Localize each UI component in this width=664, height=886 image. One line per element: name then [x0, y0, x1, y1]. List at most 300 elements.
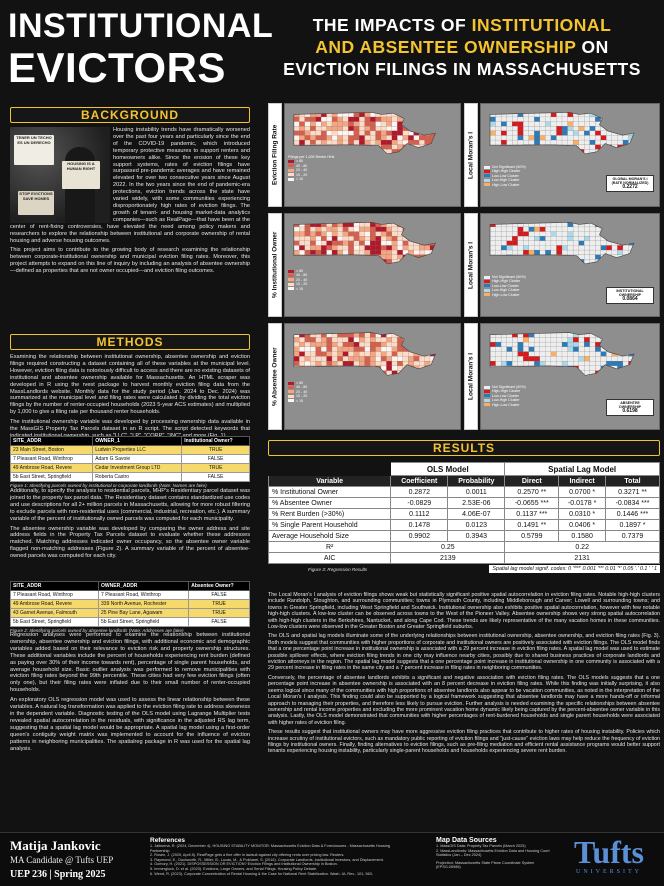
municipality — [496, 122, 502, 127]
tufts-logo — [558, 835, 660, 875]
municipality — [628, 259, 634, 264]
municipality — [381, 361, 387, 366]
municipality — [612, 236, 618, 241]
municipality — [425, 259, 431, 264]
table-row: 5b East Street, Springfield 5b East Street, Springfield FALSE — [11, 618, 250, 627]
legend-title: Filings per 1,000 Renter HHs — [288, 155, 335, 159]
municipality — [584, 241, 590, 246]
municipality — [327, 356, 333, 361]
table-row: % Institutional Owner 0.2872 0.0011 0.2570 ** 0.0700 * 0.3271 ** — [269, 487, 660, 498]
municipality — [430, 145, 436, 150]
municipality — [579, 352, 585, 357]
municipality — [590, 227, 596, 232]
municipality — [529, 342, 535, 347]
municipality — [573, 361, 579, 366]
municipality — [551, 236, 557, 241]
municipality — [529, 347, 535, 352]
municipality — [601, 352, 607, 357]
municipality — [294, 236, 300, 241]
municipality — [529, 122, 535, 127]
municipality — [359, 222, 365, 227]
municipality — [523, 232, 529, 237]
municipality — [496, 126, 502, 131]
municipality — [562, 140, 568, 145]
municipality — [512, 149, 518, 154]
municipality — [612, 347, 618, 352]
municipality — [562, 259, 568, 264]
municipality — [343, 135, 349, 140]
municipality — [305, 222, 311, 227]
municipality — [590, 241, 596, 246]
municipality — [540, 356, 546, 361]
municipality — [321, 149, 327, 154]
municipality — [540, 140, 546, 145]
municipality — [496, 227, 502, 232]
municipality — [534, 347, 540, 352]
signif-codes: Spatial lag model signif. codes: 0 '***' 0.001 '**' 0.01 '*' 0.05 '.' 0.1 ' ' 1 — [489, 565, 660, 573]
municipality — [590, 140, 596, 145]
municipality — [386, 227, 392, 232]
municipality — [419, 259, 425, 264]
municipality — [518, 227, 524, 232]
municipality — [359, 245, 365, 250]
municipality — [403, 259, 409, 264]
municipality — [512, 131, 518, 136]
municipality — [617, 259, 623, 264]
municipality — [294, 259, 300, 264]
author-name: Matija Jankovic — [10, 838, 101, 853]
municipality — [337, 117, 343, 122]
municipality — [612, 356, 618, 361]
municipality — [601, 232, 607, 237]
municipality — [370, 347, 376, 352]
municipality — [332, 366, 338, 371]
municipality — [518, 135, 524, 140]
municipality — [327, 352, 333, 357]
municipality — [501, 241, 507, 246]
municipality — [348, 352, 354, 357]
municipality — [305, 347, 311, 352]
municipality — [348, 259, 354, 264]
municipality — [501, 337, 507, 342]
map-label-institutional: % Institutional Owner — [268, 213, 282, 317]
municipality — [579, 222, 585, 227]
municipality — [573, 337, 579, 342]
municipality — [408, 259, 414, 264]
municipality — [354, 371, 360, 376]
municipality — [529, 255, 535, 260]
municipality — [354, 241, 360, 246]
municipality — [321, 356, 327, 361]
municipality — [540, 259, 546, 264]
municipality — [381, 232, 387, 237]
municipality — [612, 342, 618, 347]
table-row: 49 Ambrose Road, Revere Cedar Investment Group LTD TRUE — [11, 464, 250, 473]
municipality — [617, 342, 623, 347]
municipality — [518, 259, 524, 264]
municipality — [601, 342, 607, 347]
municipality — [545, 131, 551, 136]
figure-1 — [10, 436, 250, 488]
municipality — [562, 135, 568, 140]
municipality — [354, 126, 360, 131]
municipality — [354, 122, 360, 127]
municipality — [556, 126, 562, 131]
municipality — [590, 126, 596, 131]
municipality — [381, 241, 387, 246]
municipality — [617, 236, 623, 241]
municipality — [617, 112, 623, 117]
municipality — [562, 236, 568, 241]
municipality — [590, 131, 596, 136]
municipality — [534, 122, 540, 127]
municipality — [507, 371, 513, 376]
municipality — [579, 371, 585, 376]
municipality — [584, 366, 590, 371]
municipality — [612, 117, 618, 122]
municipality — [294, 356, 300, 361]
municipality — [321, 245, 327, 250]
municipality — [540, 255, 546, 260]
municipality — [305, 126, 311, 131]
municipality — [359, 337, 365, 342]
municipality — [430, 149, 436, 154]
municipality — [534, 245, 540, 250]
municipality — [365, 236, 371, 241]
municipality — [545, 245, 551, 250]
municipality — [590, 149, 596, 154]
municipality — [601, 371, 607, 376]
municipality — [568, 347, 574, 352]
municipality — [518, 140, 524, 145]
municipality — [376, 250, 382, 255]
municipality — [321, 117, 327, 122]
municipality — [551, 227, 557, 232]
municipality — [545, 241, 551, 246]
municipality — [397, 352, 403, 357]
municipality — [365, 112, 371, 117]
municipality — [562, 149, 568, 154]
municipality — [573, 356, 579, 361]
table-row: % Absentee Owner -0.0829 2.53E-06 -0.0655 *** -0.0178 * -0.0834 *** — [269, 498, 660, 509]
municipality — [348, 135, 354, 140]
municipality — [343, 250, 349, 255]
municipality — [430, 366, 436, 371]
municipality — [376, 131, 382, 136]
municipality — [496, 371, 502, 376]
results-paragraph-3: Conversely, the percentage of absentee landlords exhibits a significant and negative association with eviction filing rates. The OLS models suggests that a one percentage point increase in absentee ownership is associated with an 8 percent decrease in eviction filing rates. While this finding was initially surprising, it also seems logical since many of the communities with high proportions of absentee landlords also appear to be vacation communities, as noted in the interpretation of the Local Moran's I analysis. This finding could also be supported by a logical framework suggesting that absentee landlords may have a more hands-off or informal approach to managing their properties, and therefore less likely to pursue eviction. Further analysis is needed examining the specific relationships between absentee ownership and rental income properties and excluding the more prominent vacation home dynamic likely being captured by the percent-absentee owner variable in this analysis. Lastly, the OLS model demonstrated that communities with higher percentages of rent-burdened households and single parent households were associated with higher rates of eviction filing. — [268, 674, 660, 726]
municipality — [354, 361, 360, 366]
municipality — [496, 232, 502, 237]
municipality — [305, 131, 311, 136]
municipality — [628, 149, 634, 154]
municipality — [386, 117, 392, 122]
municipality — [381, 140, 387, 145]
municipality — [623, 236, 629, 241]
municipality — [381, 236, 387, 241]
municipality — [540, 145, 546, 150]
massachusetts-map — [285, 214, 461, 317]
municipality — [595, 361, 601, 366]
municipality — [606, 337, 612, 342]
municipality — [579, 126, 585, 131]
municipality — [294, 342, 300, 347]
municipality — [512, 259, 518, 264]
municipality — [623, 259, 629, 264]
municipality — [617, 232, 623, 237]
municipality — [501, 112, 507, 117]
municipality — [348, 227, 354, 232]
municipality — [381, 222, 387, 227]
municipality — [590, 259, 596, 264]
municipality — [392, 241, 398, 246]
municipality — [562, 352, 568, 357]
municipality — [305, 356, 311, 361]
municipality — [376, 245, 382, 250]
municipality — [425, 347, 431, 352]
municipality — [617, 245, 623, 250]
municipality — [299, 236, 305, 241]
municipality — [376, 337, 382, 342]
municipality — [556, 259, 562, 264]
municipality — [545, 259, 551, 264]
municipality — [397, 241, 403, 246]
choropleth-legend: Filings per 1,000 Renter HHs > 80 40 - 80 20 - 40 10 - 20 < 10 — [288, 155, 335, 182]
municipality — [590, 347, 596, 352]
municipality — [601, 236, 607, 241]
municipality — [343, 337, 349, 342]
municipality — [540, 352, 546, 357]
figure-2-caption: Figure 2: Identifying parcels owned by absentee landlords (Note: Addresses are fake) — [10, 628, 184, 633]
logo-sub: UNIVERSITY — [576, 869, 642, 875]
municipality — [348, 149, 354, 154]
municipality — [337, 140, 343, 145]
municipality — [359, 117, 365, 122]
municipality — [419, 236, 425, 241]
municipality — [327, 222, 333, 227]
municipality — [419, 135, 425, 140]
municipality — [556, 227, 562, 232]
municipality — [327, 236, 333, 241]
municipality — [545, 356, 551, 361]
municipality — [540, 245, 546, 250]
municipality — [305, 112, 311, 117]
protest-sign-2: HOUSING IS A HUMAN RIGHT — [62, 161, 100, 189]
municipality — [562, 347, 568, 352]
municipality — [294, 241, 300, 246]
municipality — [354, 337, 360, 342]
municipality — [332, 361, 338, 366]
municipality — [376, 232, 382, 237]
municipality — [540, 135, 546, 140]
poster-title-right — [262, 14, 662, 80]
municipality — [321, 259, 327, 264]
municipality — [623, 356, 629, 361]
methods-paragraph-2: The institutional ownership variable was developed by processing ownership data available in the MassGIS Property Tax Parcels dataset in an R script. The script detected keywords that — [10, 419, 250, 433]
municipality — [392, 236, 398, 241]
municipality — [601, 131, 607, 136]
municipality — [327, 232, 333, 237]
municipality — [403, 149, 409, 154]
municipality — [343, 145, 349, 150]
municipality — [606, 227, 612, 232]
municipality — [354, 149, 360, 154]
municipality — [590, 236, 596, 241]
municipality — [343, 140, 349, 145]
municipality — [490, 371, 496, 376]
municipality — [529, 131, 535, 136]
municipality — [529, 149, 535, 154]
municipality — [601, 149, 607, 154]
municipality — [381, 352, 387, 357]
municipality — [332, 126, 338, 131]
municipality — [299, 250, 305, 255]
municipality — [381, 333, 387, 338]
municipality — [408, 245, 414, 250]
municipality — [523, 117, 529, 122]
municipality — [501, 371, 507, 376]
municipality — [359, 140, 365, 145]
municipality — [425, 337, 431, 342]
municipality — [534, 241, 540, 246]
municipality — [523, 250, 529, 255]
municipality — [523, 342, 529, 347]
municipality — [512, 236, 518, 241]
municipality — [512, 126, 518, 131]
municipality — [403, 371, 409, 376]
municipality — [507, 126, 513, 131]
municipality — [408, 122, 414, 127]
municipality — [327, 366, 333, 371]
col-probability: Probability — [448, 476, 505, 487]
municipality — [562, 337, 568, 342]
municipality — [359, 135, 365, 140]
municipality — [606, 259, 612, 264]
municipality — [299, 371, 305, 376]
municipality — [381, 112, 387, 117]
municipality — [392, 245, 398, 250]
municipality — [512, 342, 518, 347]
municipality — [348, 361, 354, 366]
municipality — [343, 352, 349, 357]
municipality — [337, 356, 343, 361]
municipality — [606, 112, 612, 117]
municipality — [606, 245, 612, 250]
municipality — [579, 250, 585, 255]
municipality — [359, 342, 365, 347]
municipality — [496, 245, 502, 250]
municipality — [305, 250, 311, 255]
municipality — [365, 241, 371, 246]
municipality — [305, 122, 311, 127]
municipality — [523, 347, 529, 352]
municipality — [545, 145, 551, 150]
section-results-header: RESULTS — [268, 440, 660, 456]
municipality — [562, 126, 568, 131]
municipality — [601, 126, 607, 131]
municipality — [299, 259, 305, 264]
municipality — [584, 135, 590, 140]
municipality — [425, 356, 431, 361]
municipality — [419, 250, 425, 255]
municipality — [408, 356, 414, 361]
municipality — [617, 250, 623, 255]
municipality — [518, 126, 524, 131]
results-table-wrap — [268, 462, 660, 573]
col-variable: Variable — [269, 476, 391, 487]
municipality — [332, 356, 338, 361]
municipality — [299, 342, 305, 347]
municipality — [545, 236, 551, 241]
municipality — [365, 342, 371, 347]
municipality — [414, 112, 420, 117]
municipality — [419, 333, 425, 338]
municipality — [408, 222, 414, 227]
municipality — [299, 131, 305, 136]
municipality — [551, 255, 557, 260]
map-label-lisa-institutional: Local Moran's I — [464, 213, 478, 317]
municipality — [601, 112, 607, 117]
municipality — [512, 347, 518, 352]
municipality — [316, 352, 322, 357]
municipality — [601, 259, 607, 264]
municipality — [305, 227, 311, 232]
municipality — [354, 131, 360, 136]
municipality — [332, 149, 338, 154]
municipality — [540, 122, 546, 127]
municipality — [490, 337, 496, 342]
municipality — [370, 131, 376, 136]
municipality — [359, 149, 365, 154]
municipality — [606, 333, 612, 338]
municipality — [556, 361, 562, 366]
municipality — [496, 112, 502, 117]
municipality — [590, 250, 596, 255]
municipality — [332, 232, 338, 237]
municipality — [376, 135, 382, 140]
municipality — [628, 361, 634, 366]
municipality — [490, 259, 496, 264]
municipality — [590, 245, 596, 250]
author-degree: MA Candidate @ Tufts UEP — [10, 855, 114, 865]
municipality — [601, 140, 607, 145]
course-info: UEP 236 | Spring 2025 — [10, 869, 106, 880]
municipality — [354, 117, 360, 122]
municipality-tiles — [490, 112, 634, 154]
municipality — [403, 347, 409, 352]
municipality — [617, 333, 623, 338]
municipality — [327, 135, 333, 140]
municipality — [512, 245, 518, 250]
municipality — [316, 361, 322, 366]
municipality — [321, 352, 327, 357]
municipality — [590, 352, 596, 357]
municipality — [523, 259, 529, 264]
municipality — [359, 131, 365, 136]
municipality — [305, 232, 311, 237]
municipality — [403, 232, 409, 237]
municipality — [584, 117, 590, 122]
municipality — [606, 356, 612, 361]
municipality — [294, 361, 300, 366]
municipality — [370, 361, 376, 366]
municipality — [568, 135, 574, 140]
municipality — [343, 366, 349, 371]
figure-1-caption: Figure 1: Identifying parcels owned by institutional or corporate landlords (Note: Names are fake) — [10, 483, 207, 488]
municipality — [518, 241, 524, 246]
municipality — [321, 361, 327, 366]
municipality — [562, 342, 568, 347]
